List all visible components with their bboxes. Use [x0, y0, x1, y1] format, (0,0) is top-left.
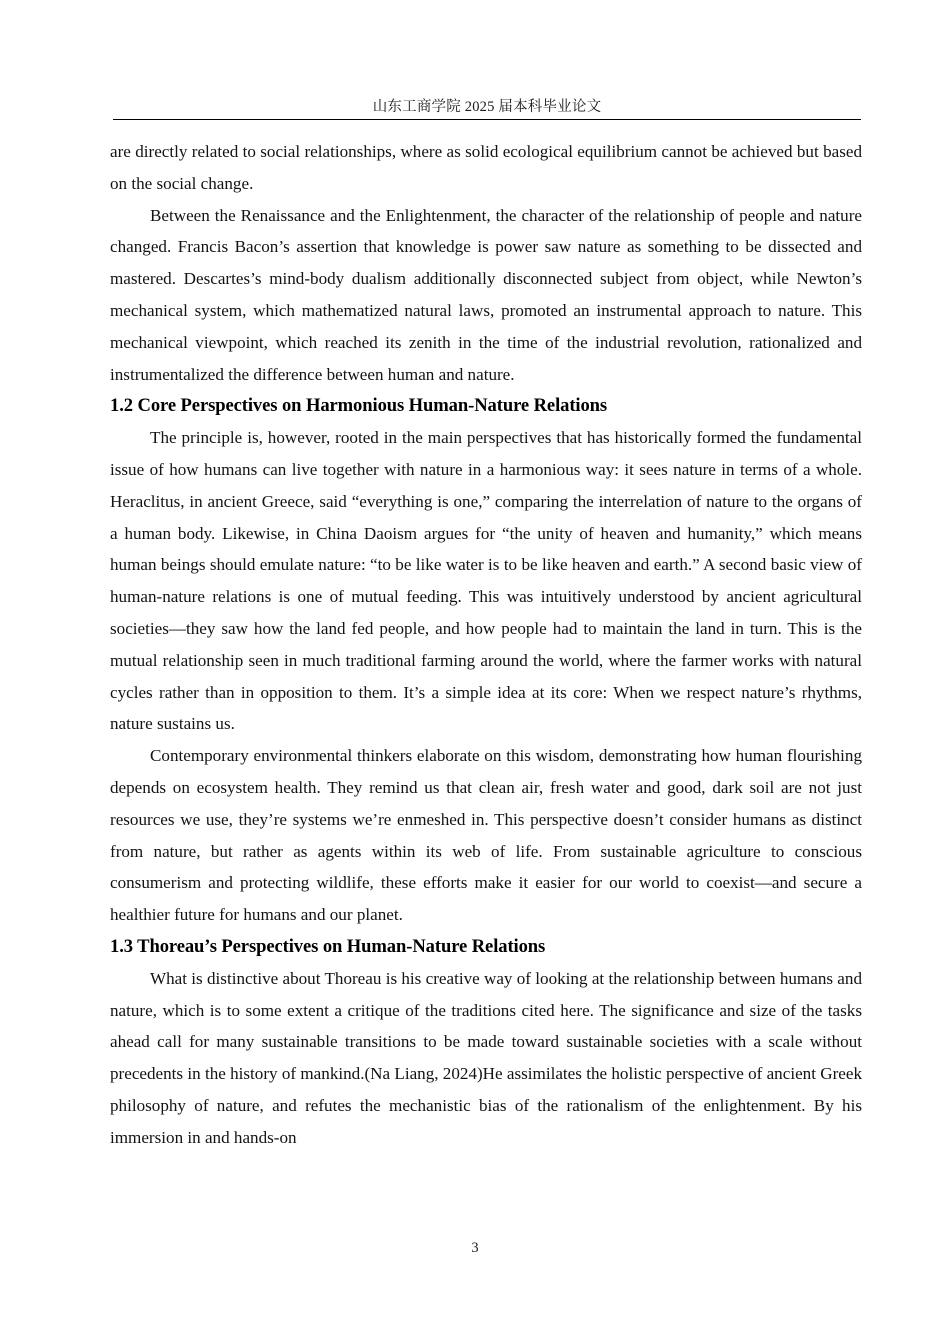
heading-section-1-2: 1.2 Core Perspectives on Harmonious Human-Nature Relations [110, 395, 608, 417]
header-divider [113, 119, 861, 120]
paragraph-renaissance-enlightenment: Between the Renaissance and the Enlightenment, the character of the relationship of people and nature changed. Francis Bacon’s assertion that knowledge is power saw nature as something to be dissected and mastered. Descartes’s mind-body dualism additionally disconnected subject from object, while Newton’s mechanical system, which mathematized natural laws, promoted an instrumental approach to nature. This mechanical viewpoint, which reached its zenith in the time of the industrial revolution, rationalized and instrumentalized the difference between human and nature. [110, 205, 862, 384]
header-title: 山东工商学院 2025 届本科毕业论文 [372, 99, 602, 115]
page-header [113, 98, 861, 128]
paragraph-thoreau: What is distinctive about Thoreau is his creative way of looking at the relationship between humans and nature, which is to some extent a critique of the traditions cited here. The significance and size of the tasks ahead call for many sustainable transitions to be made toward sustainable societies with a scale without precedents in the history of mankind.(Na Liang, 2024)He assimilates the holistic perspective of ancient Greek philosophy of nature, and refutes the mechanistic bias of the rationalism of the enlightenment. By his immersion in and hands-on [110, 968, 862, 1147]
paragraph-core-perspectives: The principle is, however, rooted in the main perspectives that has historically formed the fundamental issue of how humans can live together with nature in a harmonious way: it sees nature in terms of a whole. Heraclitus, in ancient Greece, said “everything is one,” comparing the interrelation of nature to the organs of a human body. Likewise, in China Daoism argues for “the unity of heaven and humanity,” which means human beings should emulate nature: “to be like water is to be like heaven and earth.” A second basic view of human-nature relations is one of mutual feeding. This was intuitively understood by ancient agricultural societies—they saw how the land fed people, and how people had to maintain the land in turn. This is the mutual relationship seen in much traditional farming around the world, where the farmer works with natural cycles rather than in opposition to them. It’s a simple idea at its core: When we respect nature’s rhythms, nature sustains us. [110, 428, 862, 734]
paragraph-contemporary-thinkers: Contemporary environmental thinkers elaborate on this wisdom, demonstrating how human flourishing depends on ecosystem health. They remind us that clean air, fresh water and good, dark soil are not just resources we use, they’re systems we’re enmeshed in. This perspective doesn’t consider humans as distinct from nature, but rather as agents within its web of life. From sustainable agriculture to conscious consumerism and protecting wildlife, these efforts make it easier for our world to coexist—and secure a healthier future for humans and our planet. [110, 746, 862, 925]
page-number: 3 [471, 1240, 479, 1256]
heading-section-1-3: 1.3 Thoreau’s Perspectives on Human-Nature Relations [110, 935, 546, 957]
page-content [110, 136, 862, 1154]
paragraph-continuation: are directly related to social relationships, where as solid ecological equilibrium cannot be achieved but based on the social change. [110, 142, 862, 193]
